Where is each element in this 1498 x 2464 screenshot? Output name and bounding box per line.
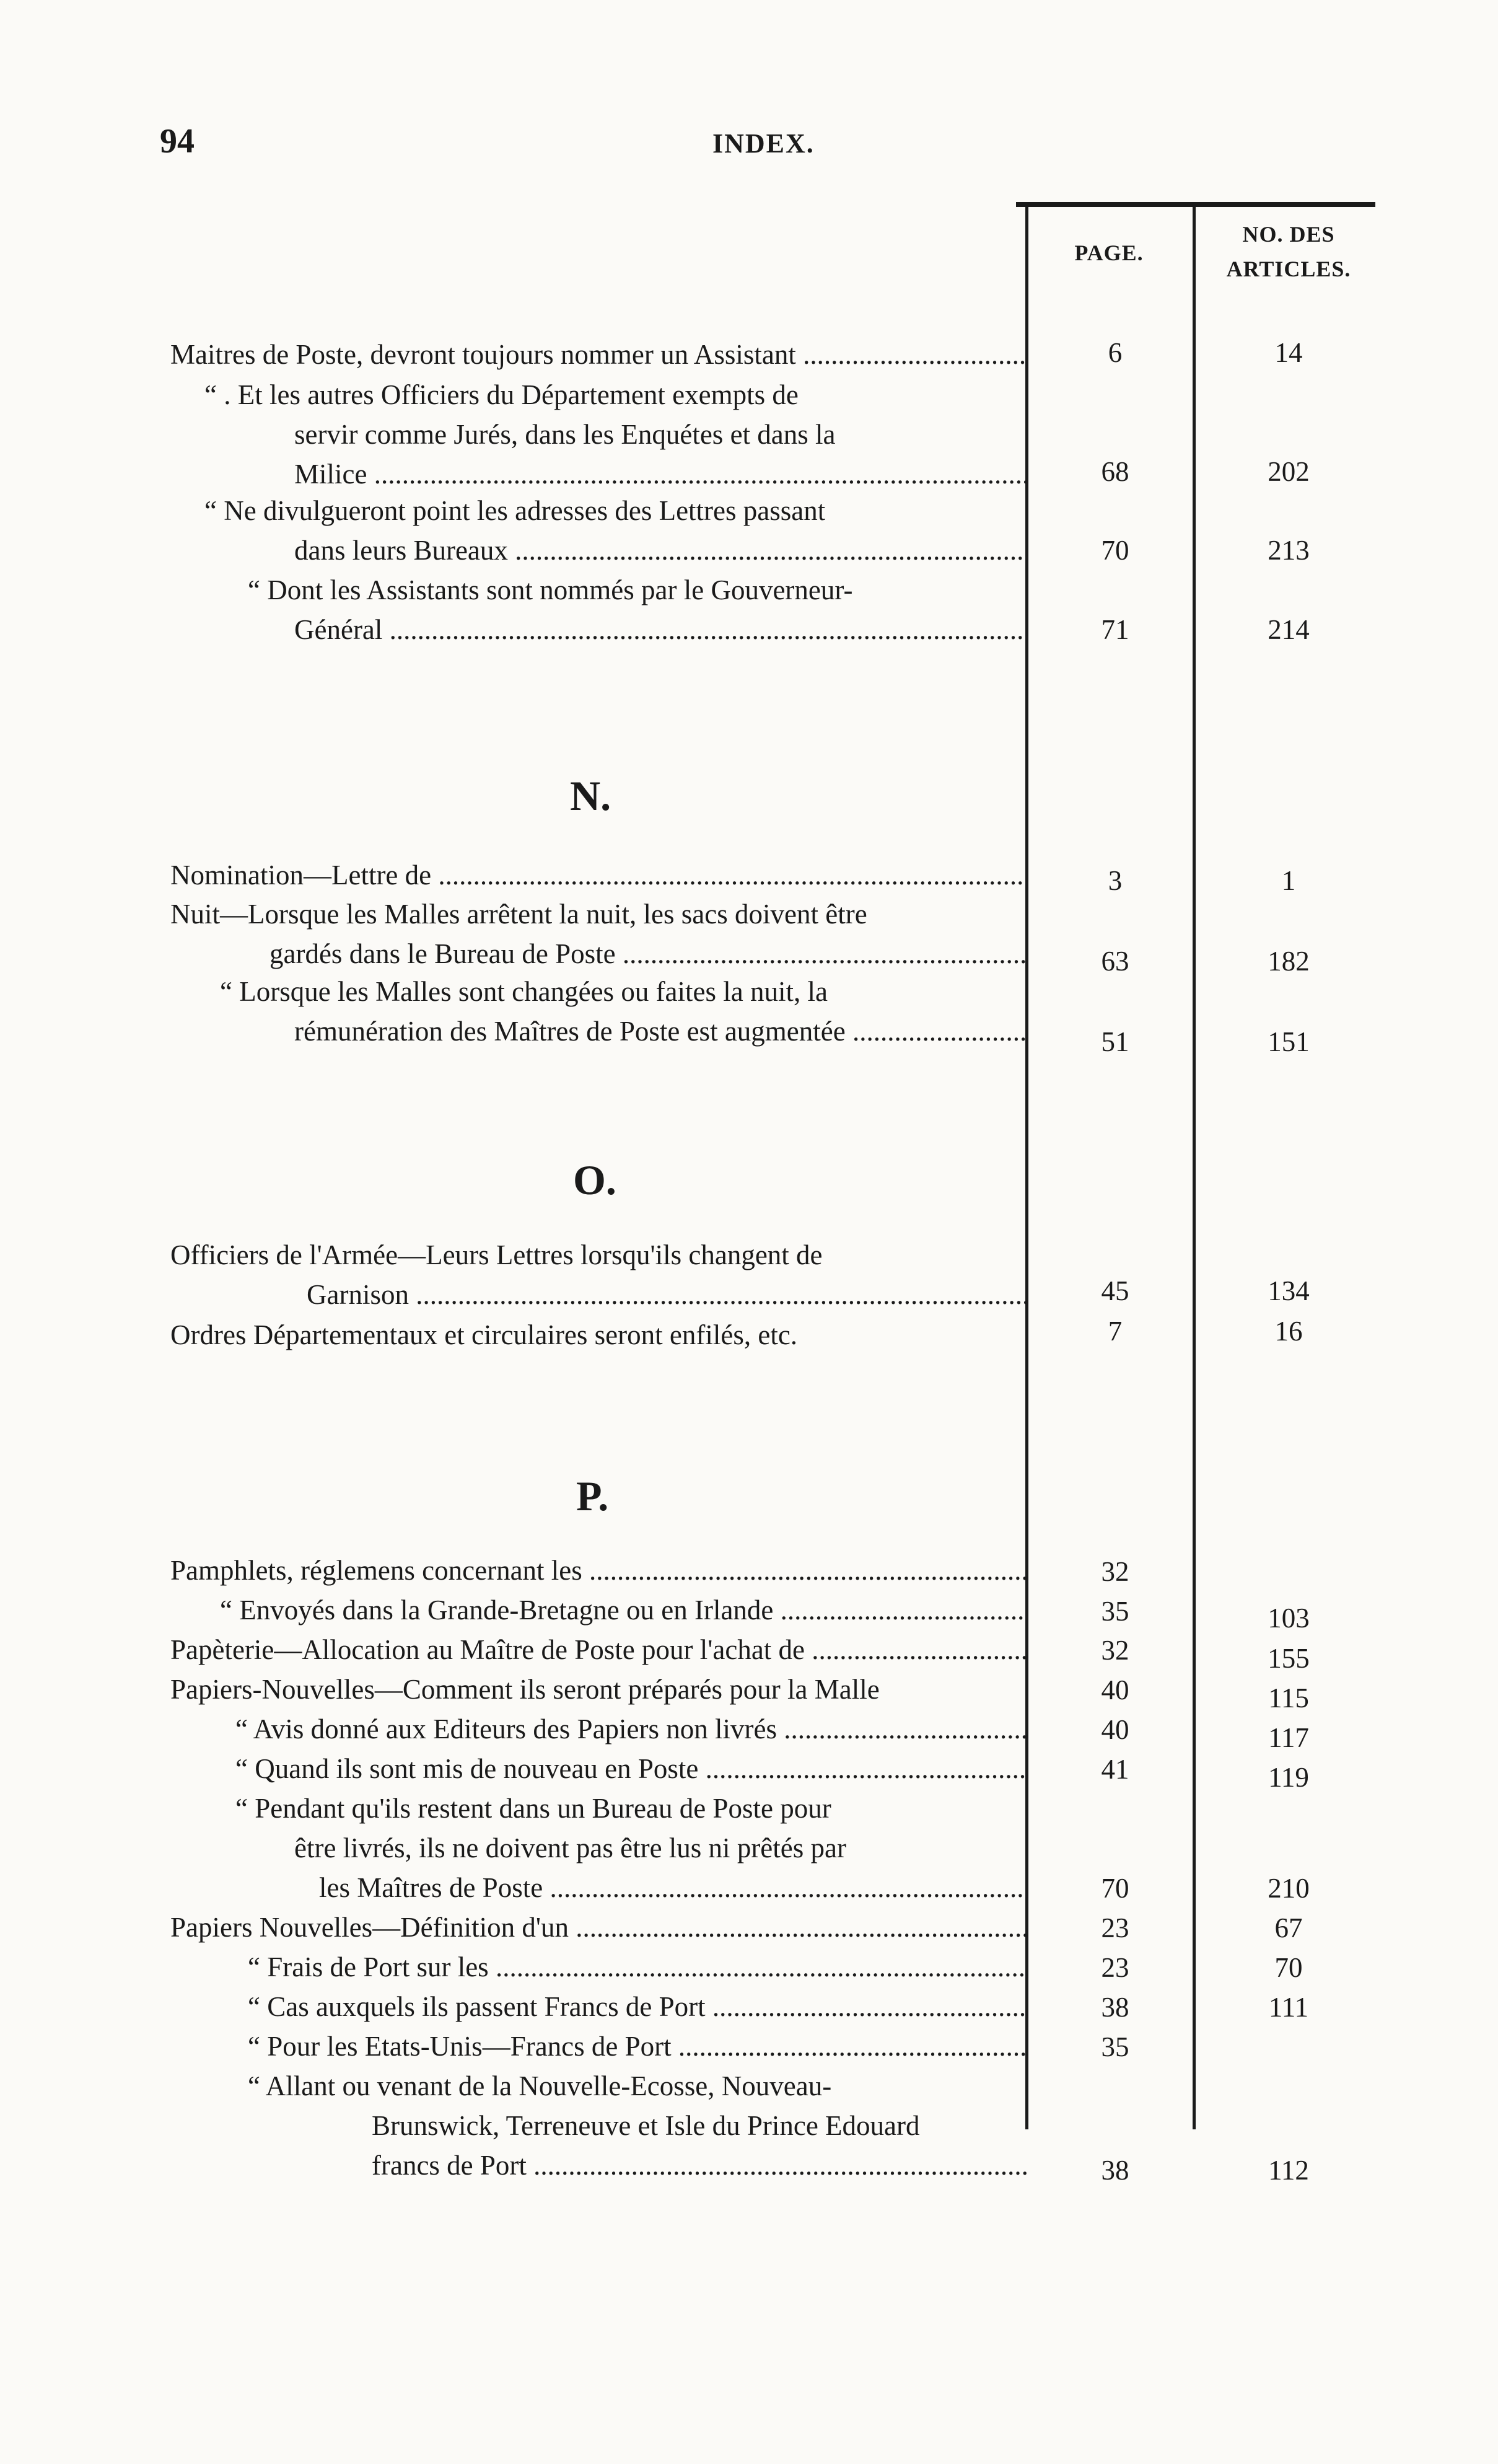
entry-line: Milice .....: [294, 454, 1027, 494]
entry-article: 210: [1268, 1873, 1310, 1904]
entry-article: 119: [1268, 1762, 1309, 1793]
entry-line: “ Avis donné aux Editeurs des Papiers non livrés .....: [235, 1709, 1027, 1749]
index-entry: [0, 570, 1027, 651]
entry-page: 38: [1101, 1992, 1129, 2023]
index-entry: [0, 855, 1027, 899]
index-entry: [0, 335, 1027, 378]
entry-line: servir comme Jurés, dans les Enquétes et dans la: [294, 419, 836, 450]
index-entry: [0, 491, 1027, 571]
entry-page: 70: [1101, 535, 1129, 566]
entry-page: 71: [1101, 614, 1129, 645]
index-entry: [0, 894, 1027, 975]
column-divider-right: [1193, 202, 1196, 2129]
entry-line: “ Envoyés dans la Grande-Bretagne ou en Irlande .....: [220, 1590, 1027, 1630]
index-entry: [0, 1749, 1027, 1792]
entry-line: Nuit—Lorsque les Malles arrêtent la nuit, les sacs doivent être: [170, 899, 867, 930]
entry-page: 45: [1101, 1275, 1129, 1306]
entry-page: 51: [1101, 1026, 1129, 1057]
index-entry: [0, 1235, 1027, 1316]
section-letter: O.: [573, 1156, 616, 1203]
entry-page: 41: [1101, 1754, 1129, 1785]
entry-article: 213: [1268, 535, 1310, 566]
entry-article: 115: [1268, 1683, 1309, 1714]
entry-article: 111: [1268, 1992, 1309, 2023]
entry-line: Brunswick, Terreneuve et Isle du Prince Edouard: [372, 2110, 920, 2141]
entry-page: 23: [1101, 1912, 1129, 1943]
entry-line: dans leurs Bureaux .....: [294, 530, 1027, 570]
entry-page: 35: [1101, 2031, 1129, 2062]
entry-article: 70: [1274, 1952, 1303, 1983]
page-column-header: PAGE.: [1074, 240, 1144, 265]
entry-page: 40: [1101, 1714, 1129, 1745]
articles-header-line2: ARTICLES.: [1226, 257, 1351, 281]
entry-line: “ Lorsque les Malles sont changées ou faites la nuit, la: [220, 976, 828, 1007]
page-header-title: INDEX.: [712, 128, 815, 159]
entry-article: 14: [1274, 337, 1303, 368]
entry-article: 103: [1268, 1603, 1310, 1634]
entry-line: “ Allant ou venant de la Nouvelle-Ecosse, Nouveau-: [248, 2070, 832, 2101]
entry-line: “ Frais de Port sur les .....: [248, 1947, 1027, 1987]
entry-article: 202: [1268, 456, 1310, 487]
entry-page: 3: [1108, 865, 1123, 896]
entry-line: Papiers Nouvelles—Définition d'un .....: [170, 1907, 1027, 1947]
entry-line: Maitres de Poste, devront toujours nommer un Assistant .....: [170, 335, 1027, 374]
entry-line: “ . Et les autres Officiers du Département exempts de: [204, 379, 799, 410]
entry-article: 155: [1268, 1643, 1310, 1674]
entry-line: “ Ne divulgueront point les adresses des Lettres passant: [204, 495, 826, 526]
entry-page: 35: [1101, 1596, 1129, 1627]
entry-line: les Maîtres de Poste .....: [319, 1868, 1027, 1907]
entry-line: Officiers de l'Armée—Leurs Lettres lorsqu'ils changent de: [170, 1239, 823, 1270]
entry-page: 70: [1101, 1873, 1129, 1904]
entry-line: Garnison .....: [307, 1275, 1027, 1314]
index-entry: [0, 1789, 1027, 1912]
entry-line: “ Pour les Etats-Unis—Francs de Port .....: [248, 2026, 1027, 2066]
entry-line: Papèterie—Allocation au Maître de Poste pour l'achat de .....: [170, 1630, 1027, 1670]
entry-line: Nomination—Lettre de .....: [170, 855, 1027, 895]
entry-article: 134: [1268, 1275, 1310, 1306]
entry-article: 151: [1268, 1026, 1310, 1057]
index-entry: [0, 2066, 1027, 2190]
index-entry: [0, 2026, 1027, 2070]
entry-line: gardés dans le Bureau de Poste .....: [269, 934, 1027, 974]
entry-line: Papiers-Nouvelles—Comment ils seront préparés pour la Malle: [170, 1674, 880, 1705]
entry-line: francs de Port .....: [372, 2145, 1027, 2185]
entry-page: 63: [1101, 946, 1129, 977]
entry-article: 182: [1268, 946, 1310, 977]
index-entry: [0, 1590, 1027, 1634]
entry-line: être livrés, ils ne doivent pas être lus ni prêtés par: [294, 1833, 846, 1863]
entry-article: 1: [1281, 865, 1296, 896]
entry-article: 16: [1274, 1316, 1303, 1347]
index-entry: [0, 1315, 1027, 1358]
entry-page: 68: [1101, 456, 1129, 487]
entry-line: rémunération des Maîtres de Poste est augmentée .....: [294, 1011, 1027, 1051]
column-header-rule: [1016, 202, 1375, 207]
index-entry: [0, 375, 1027, 499]
entry-line: Ordres Départementaux et circulaires seront enfilés, etc.: [170, 1319, 798, 1350]
entry-page: 40: [1101, 1674, 1129, 1705]
section-letter: P.: [576, 1472, 609, 1520]
entry-line: “ Pendant qu'ils restent dans un Bureau de Poste pour: [235, 1793, 831, 1824]
entry-line: “ Dont les Assistants sont nommés par le Gouverneur-: [248, 574, 853, 605]
index-entry: [0, 1630, 1027, 1673]
entry-line: Pamphlets, réglemens concernant les .....: [170, 1551, 1027, 1590]
entry-article: 214: [1268, 614, 1310, 645]
entry-page: 38: [1101, 2155, 1129, 2186]
entry-page: 7: [1108, 1316, 1123, 1347]
section-letter: N.: [570, 772, 611, 819]
entry-page: 6: [1108, 337, 1123, 368]
index-entry: [0, 1947, 1027, 1991]
entry-line: Général .....: [294, 610, 1027, 649]
entry-article: 67: [1274, 1912, 1303, 1943]
index-entry: [0, 972, 1027, 1052]
entry-line: “ Quand ils sont mis de nouveau en Poste .....: [235, 1749, 1027, 1789]
entry-page: 32: [1101, 1556, 1129, 1587]
index-entry: [0, 1987, 1027, 2030]
entry-article: 112: [1268, 2155, 1309, 2186]
index-entry: [0, 1907, 1027, 1951]
entry-article: 117: [1268, 1722, 1309, 1753]
articles-column-header: [1208, 217, 1369, 286]
entry-page: 32: [1101, 1635, 1129, 1666]
entry-page: 23: [1101, 1952, 1129, 1983]
index-entry: [0, 1551, 1027, 1594]
entry-line: “ Cas auxquels ils passent Francs de Port .....: [248, 1987, 1027, 2026]
index-entry: [0, 1670, 1027, 1713]
index-entry: [0, 1709, 1027, 1753]
page-number: 94: [160, 122, 195, 161]
articles-header-line1: NO. DES: [1242, 222, 1335, 247]
